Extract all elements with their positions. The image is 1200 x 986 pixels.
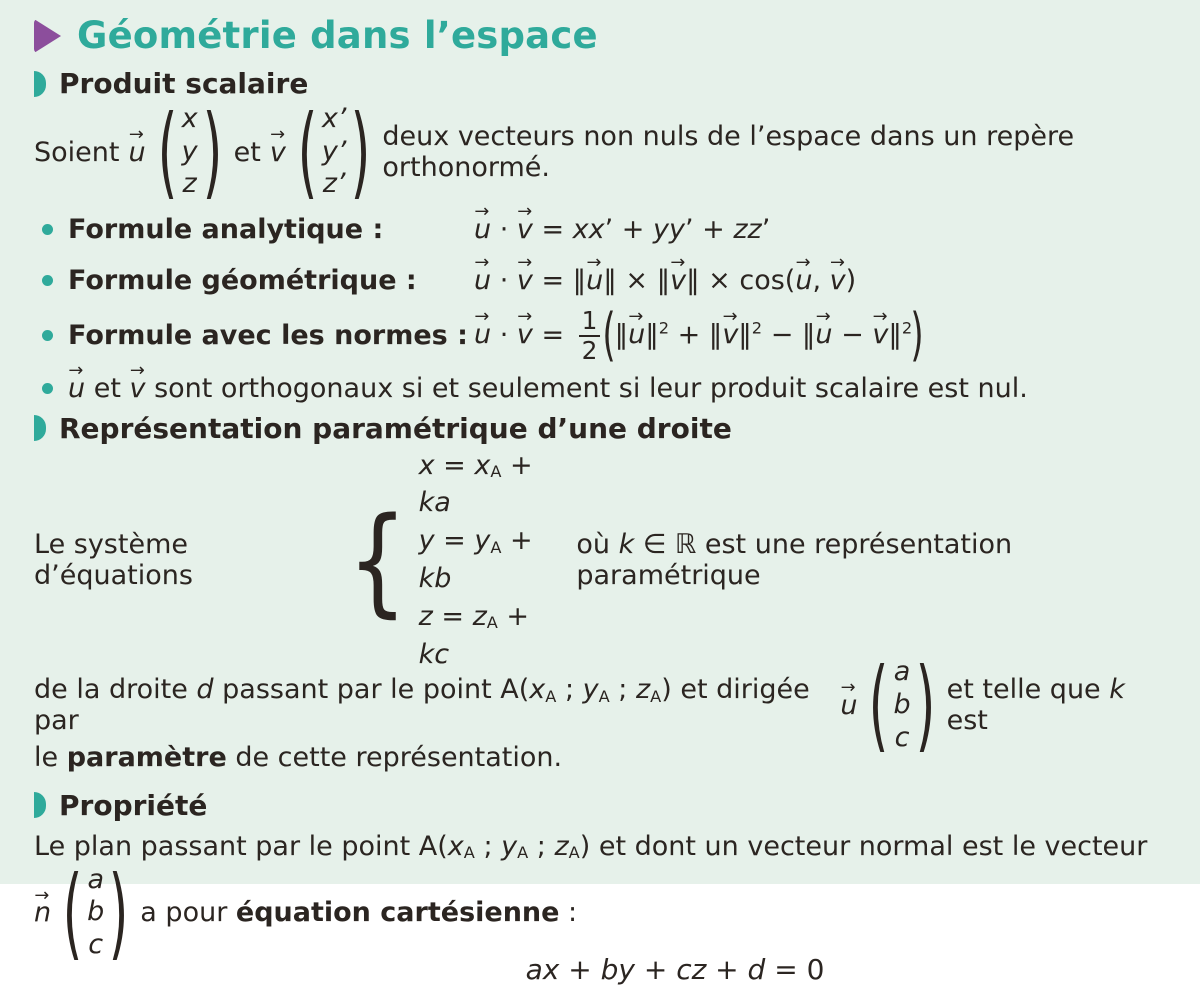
system-text-pre: Le système d’équations — [34, 529, 193, 592]
bullet-label: Formule avec les normes : — [68, 320, 468, 352]
intro-text-post: deux vecteurs non nuls de l’espace dans un repère orthonormé. — [382, 121, 1075, 183]
column-vector-n — [62, 853, 129, 971]
formula-analytique: → u · → v = xx’ + yy’ + zz’ — [474, 214, 1166, 245]
section-heading-label: Produit scalaire — [59, 67, 309, 100]
intro-text-pre: Soient — [34, 136, 120, 168]
parametre-line: le paramètre de cette représentation. — [34, 742, 563, 774]
right-paren: ) — [915, 646, 935, 764]
column-vector-u-direction — [868, 646, 935, 764]
left-paren: ( — [157, 93, 177, 210]
equation-cartesienne-label: a pour équation cartésienne : — [140, 897, 578, 929]
vector-u-components: a b c — [893, 656, 911, 753]
section-heading-label: Propriété — [59, 788, 208, 822]
vector-u: → u — [840, 692, 857, 719]
right-paren: ) — [109, 853, 129, 971]
system-equations — [419, 447, 565, 674]
vector-n: → n — [34, 899, 51, 926]
vector-u-components: x y z — [181, 102, 198, 200]
intro-paragraph — [34, 93, 1166, 210]
page-title: Géométrie dans l’espace — [77, 14, 598, 57]
bullet-dot-icon — [42, 224, 53, 235]
column-vector-u — [157, 93, 223, 210]
droite-text-post: et telle que k est — [946, 674, 1125, 737]
left-paren: ( — [62, 853, 83, 971]
equation-y: $y = y_A$ + kb — [418, 525, 533, 595]
bottom-white-strip — [0, 884, 1200, 890]
left-paren: ( — [297, 93, 318, 210]
right-paren: ) — [202, 93, 222, 210]
formula-geometrique: → u · → v = ‖→ u‖ × ‖→ v‖ × cos(→ u, → v) — [474, 265, 1166, 296]
bullet-orthogonaux — [34, 373, 1166, 404]
bullet-label: Formule géométrique : — [68, 264, 417, 296]
right-paren: ) — [351, 93, 371, 210]
intro-text-et: et — [233, 136, 261, 168]
section-heading-representation-parametrique — [34, 412, 1166, 445]
system-paragraph — [34, 447, 1166, 674]
plan-statement-line: Le plan passant par le point $A(x_A$ ; $y_A$ ; $z_A$) et dont un vecteur normal est le vecteur — [34, 830, 1148, 863]
bullet-dot-icon — [42, 330, 53, 341]
equation-x: $x = x_A$ + ka — [418, 449, 533, 519]
section-bullet-icon — [34, 71, 46, 97]
system-brace: { — [347, 491, 408, 630]
play-triangle-icon — [34, 19, 61, 53]
equation-z: $z = z_A$ + kc — [418, 600, 530, 670]
section-bullet-icon — [34, 415, 46, 441]
section-heading-propriete — [34, 789, 1166, 822]
main-heading — [34, 14, 1166, 57]
droite-text-pre: de la droite d passant par le point $A(x_A$ ; $y_A$ ; $z_A$) et dirigée par — [34, 674, 810, 737]
section-heading-label: Représentation paramétrique d’une droite — [59, 411, 732, 445]
cartesian-equation: ax + by + cz + d = 0 — [525, 952, 825, 986]
section-bullet-icon — [34, 792, 46, 818]
vector-u: → u — [128, 139, 145, 166]
column-vector-v — [297, 93, 372, 210]
orthogonal-statement: → u et → v sont orthogonaux si et seulement si leur produit scalaire est nul. — [68, 373, 1028, 404]
vector-n-components: a b c — [87, 863, 105, 961]
bullet-dot-icon — [42, 275, 53, 286]
vector-v-components: x’ y’ z’ — [321, 102, 347, 200]
formula-normes: → u · → v = $\frac{1}{2}$ (‖→ u‖$^2$ + ‖→ v‖$^2$ − ‖→ u − → v‖$^2$) — [474, 307, 1166, 365]
bullet-formule-analytique — [34, 205, 1166, 253]
bullet-formule-geometrique — [34, 256, 1166, 304]
system-text-post: où k ∈ ℝ est une représentation paramétrique — [576, 529, 1013, 592]
bullet-formule-normes — [34, 302, 1166, 369]
bullet-dot-icon — [42, 383, 53, 394]
bullet-label: Formule analytique : — [68, 213, 384, 245]
left-paren: ( — [869, 646, 889, 764]
vector-v: → v — [270, 139, 286, 166]
